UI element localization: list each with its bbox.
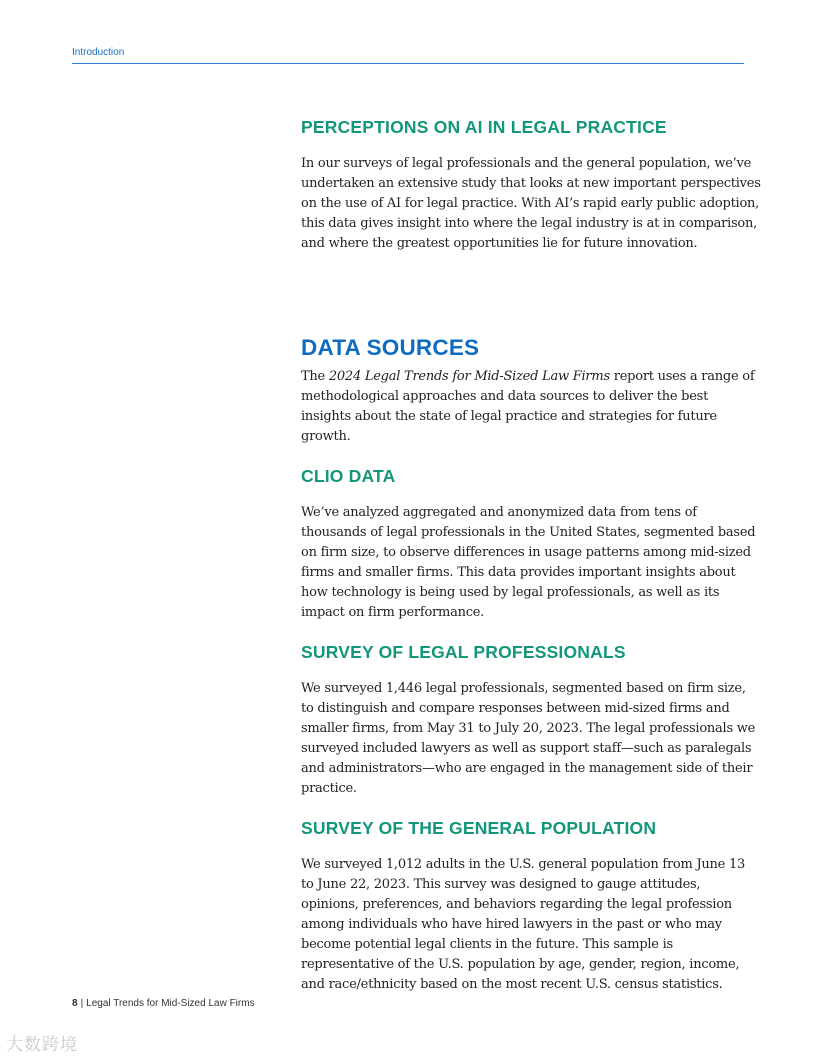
watermark-logo: 大数跨境 [6,1035,78,1055]
footer-report-title: Legal Trends for Mid-Sized Law Firms [86,998,255,1009]
survey-population-heading: SURVEY OF THE GENERAL POPULATION [301,818,657,838]
survey-professionals-paragraph: We surveyed 1,446 legal professionals, segmented based on firm size, to distinguish and compare responses between mid-sized firms and smaller firms, from May 31 to July 20, 2023. The legal professionals we surveyed included lawyers as well as support staff—such as paralegals and administrators—who are engaged in the management side of their practice. [301,681,756,796]
footer-separator: | [80,998,84,1009]
survey-professionals-heading: SURVEY OF LEGAL PROFESSIONALS [301,642,626,662]
page-footer [72,998,255,1009]
running-header-label: Introduction [72,47,125,58]
perceptions-paragraph: In our surveys of legal professionals and the general population, we’ve undertaken an extensive study that looks at new important perspectives on the use of AI for legal practice. With AI’s rapid early public adoption, this data gives insight into where the legal industry is at in comparison, and where the greatest opportunities lie for future innovation. [301,156,761,251]
data-sources-intro-prefix: The [301,369,329,384]
perceptions-heading: PERCEPTIONS ON AI IN LEGAL PRACTICE [301,117,667,137]
data-sources-intro-suffix: report uses a range of methodological approaches and data sources to deliver the best insights about the state of legal practice and strategies for future growth. [301,369,755,444]
header-rule [72,63,744,64]
clio-data-paragraph: We’ve analyzed aggregated and anonymized data from tens of thousands of legal professionals in the United States, segmented based on firm size, to observe differences in usage patterns among mid-sized firms and smaller firms. This data provides important insights about how technology is being used by legal professionals, as well as its impact on firm performance. [301,505,756,620]
data-sources-paragraph [301,367,761,447]
clio-data-heading: CLIO DATA [301,466,396,486]
survey-population-paragraph: We surveyed 1,012 adults in the U.S. general population from June 13 to June 22, 2023. This survey was designed to gauge attitudes, opinions, preferences, and behaviors regarding the legal profession among individuals who have hired lawyers in the past or who may become potential legal clients in the future. This sample is representative of the U.S. population by age, gender, region, income, and race/ethnicity based on the most recent U.S. census statistics. [301,857,746,992]
page-number: 8 [72,998,78,1009]
report-title-italic: 2024 Legal Trends for Mid-Sized Law Firms [328,369,610,384]
main-content [301,117,761,995]
data-sources-heading: DATA SOURCES [301,335,480,360]
